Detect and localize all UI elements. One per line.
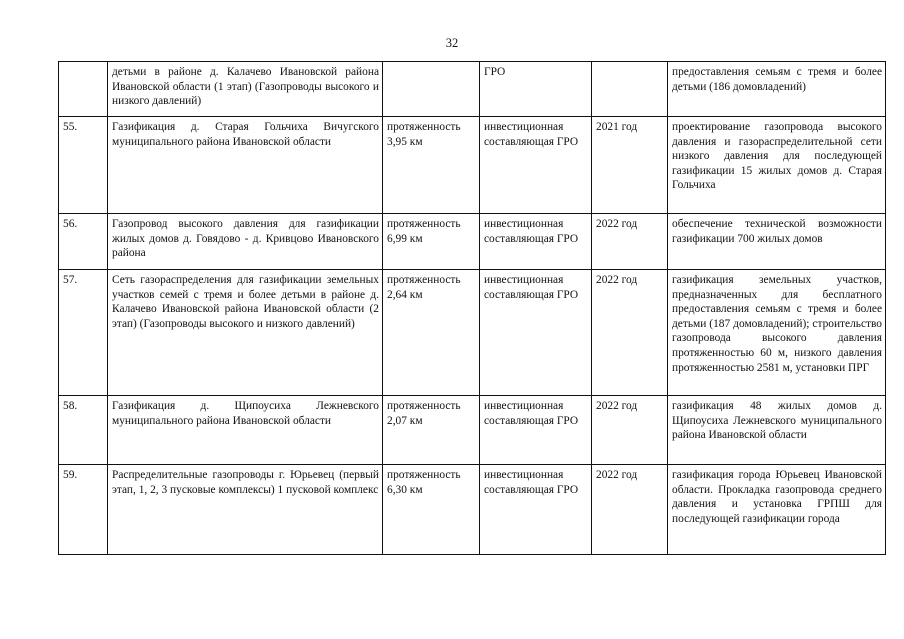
row-number: 57. <box>59 270 108 396</box>
completion-year: 2022 год <box>592 270 668 396</box>
object-capacity: протяженность 3,95 км <box>383 117 480 214</box>
gasification-table <box>58 61 886 555</box>
object-capacity: протяженность 2,64 км <box>383 270 480 396</box>
completion-year: 2022 год <box>592 214 668 270</box>
row-number <box>59 62 108 117</box>
funding-source: инвестиционная составляющая ГРО <box>480 396 592 465</box>
object-capacity <box>383 62 480 117</box>
row-number: 55. <box>59 117 108 214</box>
funding-source: инвестиционная составляющая ГРО <box>480 270 592 396</box>
object-name: Газификация д. Старая Гольчиха Вичугского муниципального района Ивановской области <box>108 117 383 214</box>
table-row <box>59 465 886 555</box>
object-name: Газопровод высокого давления для газификации жилых домов д. Говядово - д. Кривцово Ивановского района <box>108 214 383 270</box>
object-purpose: газификация города Юрьевец Ивановской области. Прокладка газопровода среднего давления и установка ГРПШ для последующей газификации города <box>668 465 886 555</box>
object-name: Сеть газораспределения для газификации земельных участков семей с тремя и более детьми в районе д. Калачево Ивановской района Ивановской области (2 этап) (Газопроводы высокого и низкого давлений) <box>108 270 383 396</box>
object-name: Газификация д. Щипоусиха Лежневского муниципального района Ивановской области <box>108 396 383 465</box>
completion-year: 2022 год <box>592 396 668 465</box>
object-purpose: газификация земельных участков, предназначенных для бесплатного предоставления семьям с тремя и более детьми (187 домовладений); строительство газопровода высокого давления протяженностью 60 м, низкого давления протяженностью 2581 м, установки ПРГ <box>668 270 886 396</box>
object-name: Распределительные газопроводы г. Юрьевец (первый этап, 1, 2, 3 пусковые комплексы) 1 пусковой комплекс <box>108 465 383 555</box>
table-row <box>59 117 886 214</box>
row-number: 58. <box>59 396 108 465</box>
object-purpose: проектирование газопровода высокого давления и газораспределительной сети низкого давления для последующей газификации 15 жилых домов д. Старая Гольчиха <box>668 117 886 214</box>
object-purpose: газификация 48 жилых домов д. Щипоусиха Лежневского муниципального района Ивановской области <box>668 396 886 465</box>
completion-year: 2021 год <box>592 117 668 214</box>
page-number: 32 <box>445 36 459 50</box>
funding-source: инвестиционная составляющая ГРО <box>480 214 592 270</box>
row-number: 56. <box>59 214 108 270</box>
object-name: детьми в районе д. Калачево Ивановской района Ивановской области (1 этап) (Газопроводы высокого и низкого давлений) <box>108 62 383 117</box>
object-capacity: протяженность 2,07 км <box>383 396 480 465</box>
completion-year: 2022 год <box>592 465 668 555</box>
table-row <box>59 270 886 396</box>
funding-source: инвестиционная составляющая ГРО <box>480 117 592 214</box>
object-purpose: предоставления семьям с тремя и более детьми (186 домовладений) <box>668 62 886 117</box>
object-capacity: протяженность 6,99 км <box>383 214 480 270</box>
completion-year <box>592 62 668 117</box>
funding-source: инвестиционная составляющая ГРО <box>480 465 592 555</box>
table-row <box>59 214 886 270</box>
object-capacity: протяженность 6,30 км <box>383 465 480 555</box>
table-row <box>59 62 886 117</box>
row-number: 59. <box>59 465 108 555</box>
object-purpose: обеспечение технической возможности газификации 700 жилых домов <box>668 214 886 270</box>
table-row <box>59 396 886 465</box>
funding-source: ГРО <box>480 62 592 117</box>
